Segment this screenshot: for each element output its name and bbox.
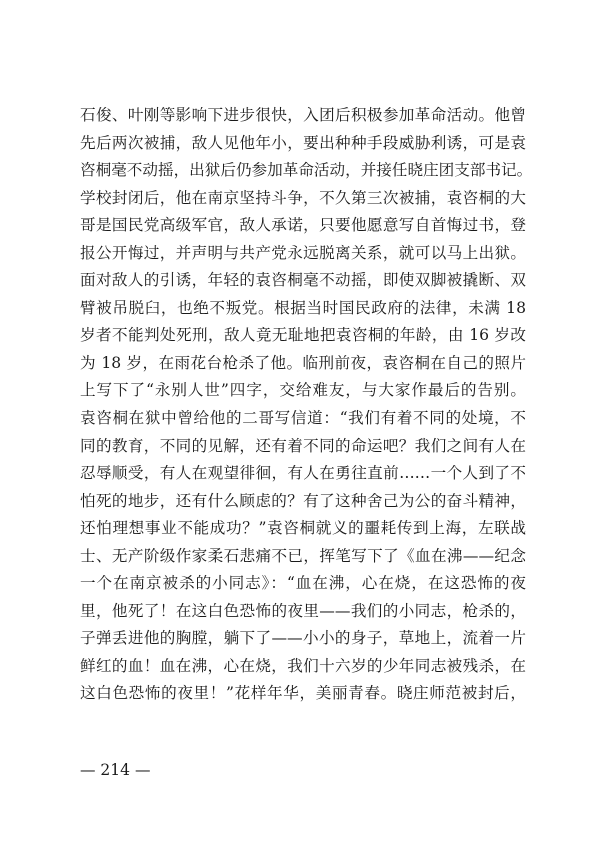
text-line: 忍辱顺受，有人在观望徘徊，有人在勇往直前……一个人到了不 xyxy=(80,464,526,483)
text-line: 为 18 岁，在雨花台枪杀了他。临刑前夜，袁咨桐在自己的照片 xyxy=(80,353,526,372)
text-line: 一个在南京被杀的小同志》：“血在沸，心在烧，在这恐怖的夜 xyxy=(80,574,526,593)
page-number: — 214 — xyxy=(80,761,151,779)
text-line: 袁咨桐在狱中曾给他的二哥写信道：“我们有着不同的处境，不 xyxy=(80,409,526,428)
text-line: 面对敌人的引诱，年轻的袁咨桐毫不动摇，即使双脚被撬断、双 xyxy=(80,271,526,290)
text-line: 这白色恐怖的夜里！”花样年华，美丽青春。晓庄师范被封后， xyxy=(80,684,526,703)
text-line: 子弹丢进他的胸膛，躺下了——小小的身子，草地上，流着一片 xyxy=(80,629,526,648)
body-text xyxy=(80,102,533,708)
text-line: 同的教育，不同的见解，还有着不同的命运吧？我们之间有人在 xyxy=(80,436,526,455)
text-line: 上写下了“永别人世”四字，交给难友，与大家作最后的告别。 xyxy=(80,381,526,400)
text-line: 学校封闭后，他在南京坚持斗争，不久第三次被捕，袁咨桐的大 xyxy=(80,188,526,207)
text-line: 怕死的地步，还有什么顾虑的？有了这种舍己为公的奋斗精神， xyxy=(80,491,526,510)
text-line: 先后两次被捕，敌人见他年小，要出种种手段威胁利诱，可是袁 xyxy=(80,133,526,152)
text-line: 士、无产阶级作家柔石悲痛不已，挥笔写下了《血在沸——纪念 xyxy=(80,546,526,565)
text-line: 报公开悔过，并声明与共产党永远脱离关系，就可以马上出狱。 xyxy=(80,243,526,262)
text-line: 石俊、叶刚等影响下进步很快，入团后积极参加革命活动。他曾 xyxy=(80,106,526,124)
text-line: 哥是国民党高级军官，敌人承诺，只要他愿意写自首悔过书，登 xyxy=(80,216,526,235)
text-line: 咨桐毫不动摇，出狱后仍参加革命活动，并接任晓庄团支部书记。 xyxy=(80,161,533,180)
text-line: 鲜红的血！血在沸，心在烧，我们十六岁的少年同志被残杀，在 xyxy=(80,656,526,675)
text-line: 里，他死了！在这白色恐怖的夜里——我们的小同志，枪杀的， xyxy=(80,601,526,620)
text-line: 臂被吊脱臼，也绝不叛党。根据当时国民政府的法律，未满 18 xyxy=(80,298,526,317)
text-line: 岁者不能判处死刑，敌人竟无耻地把袁咨桐的年龄，由 16 岁改 xyxy=(80,326,526,345)
text-line: 还怕理想事业不能成功？”袁咨桐就义的噩耗传到上海，左联战 xyxy=(80,519,526,538)
